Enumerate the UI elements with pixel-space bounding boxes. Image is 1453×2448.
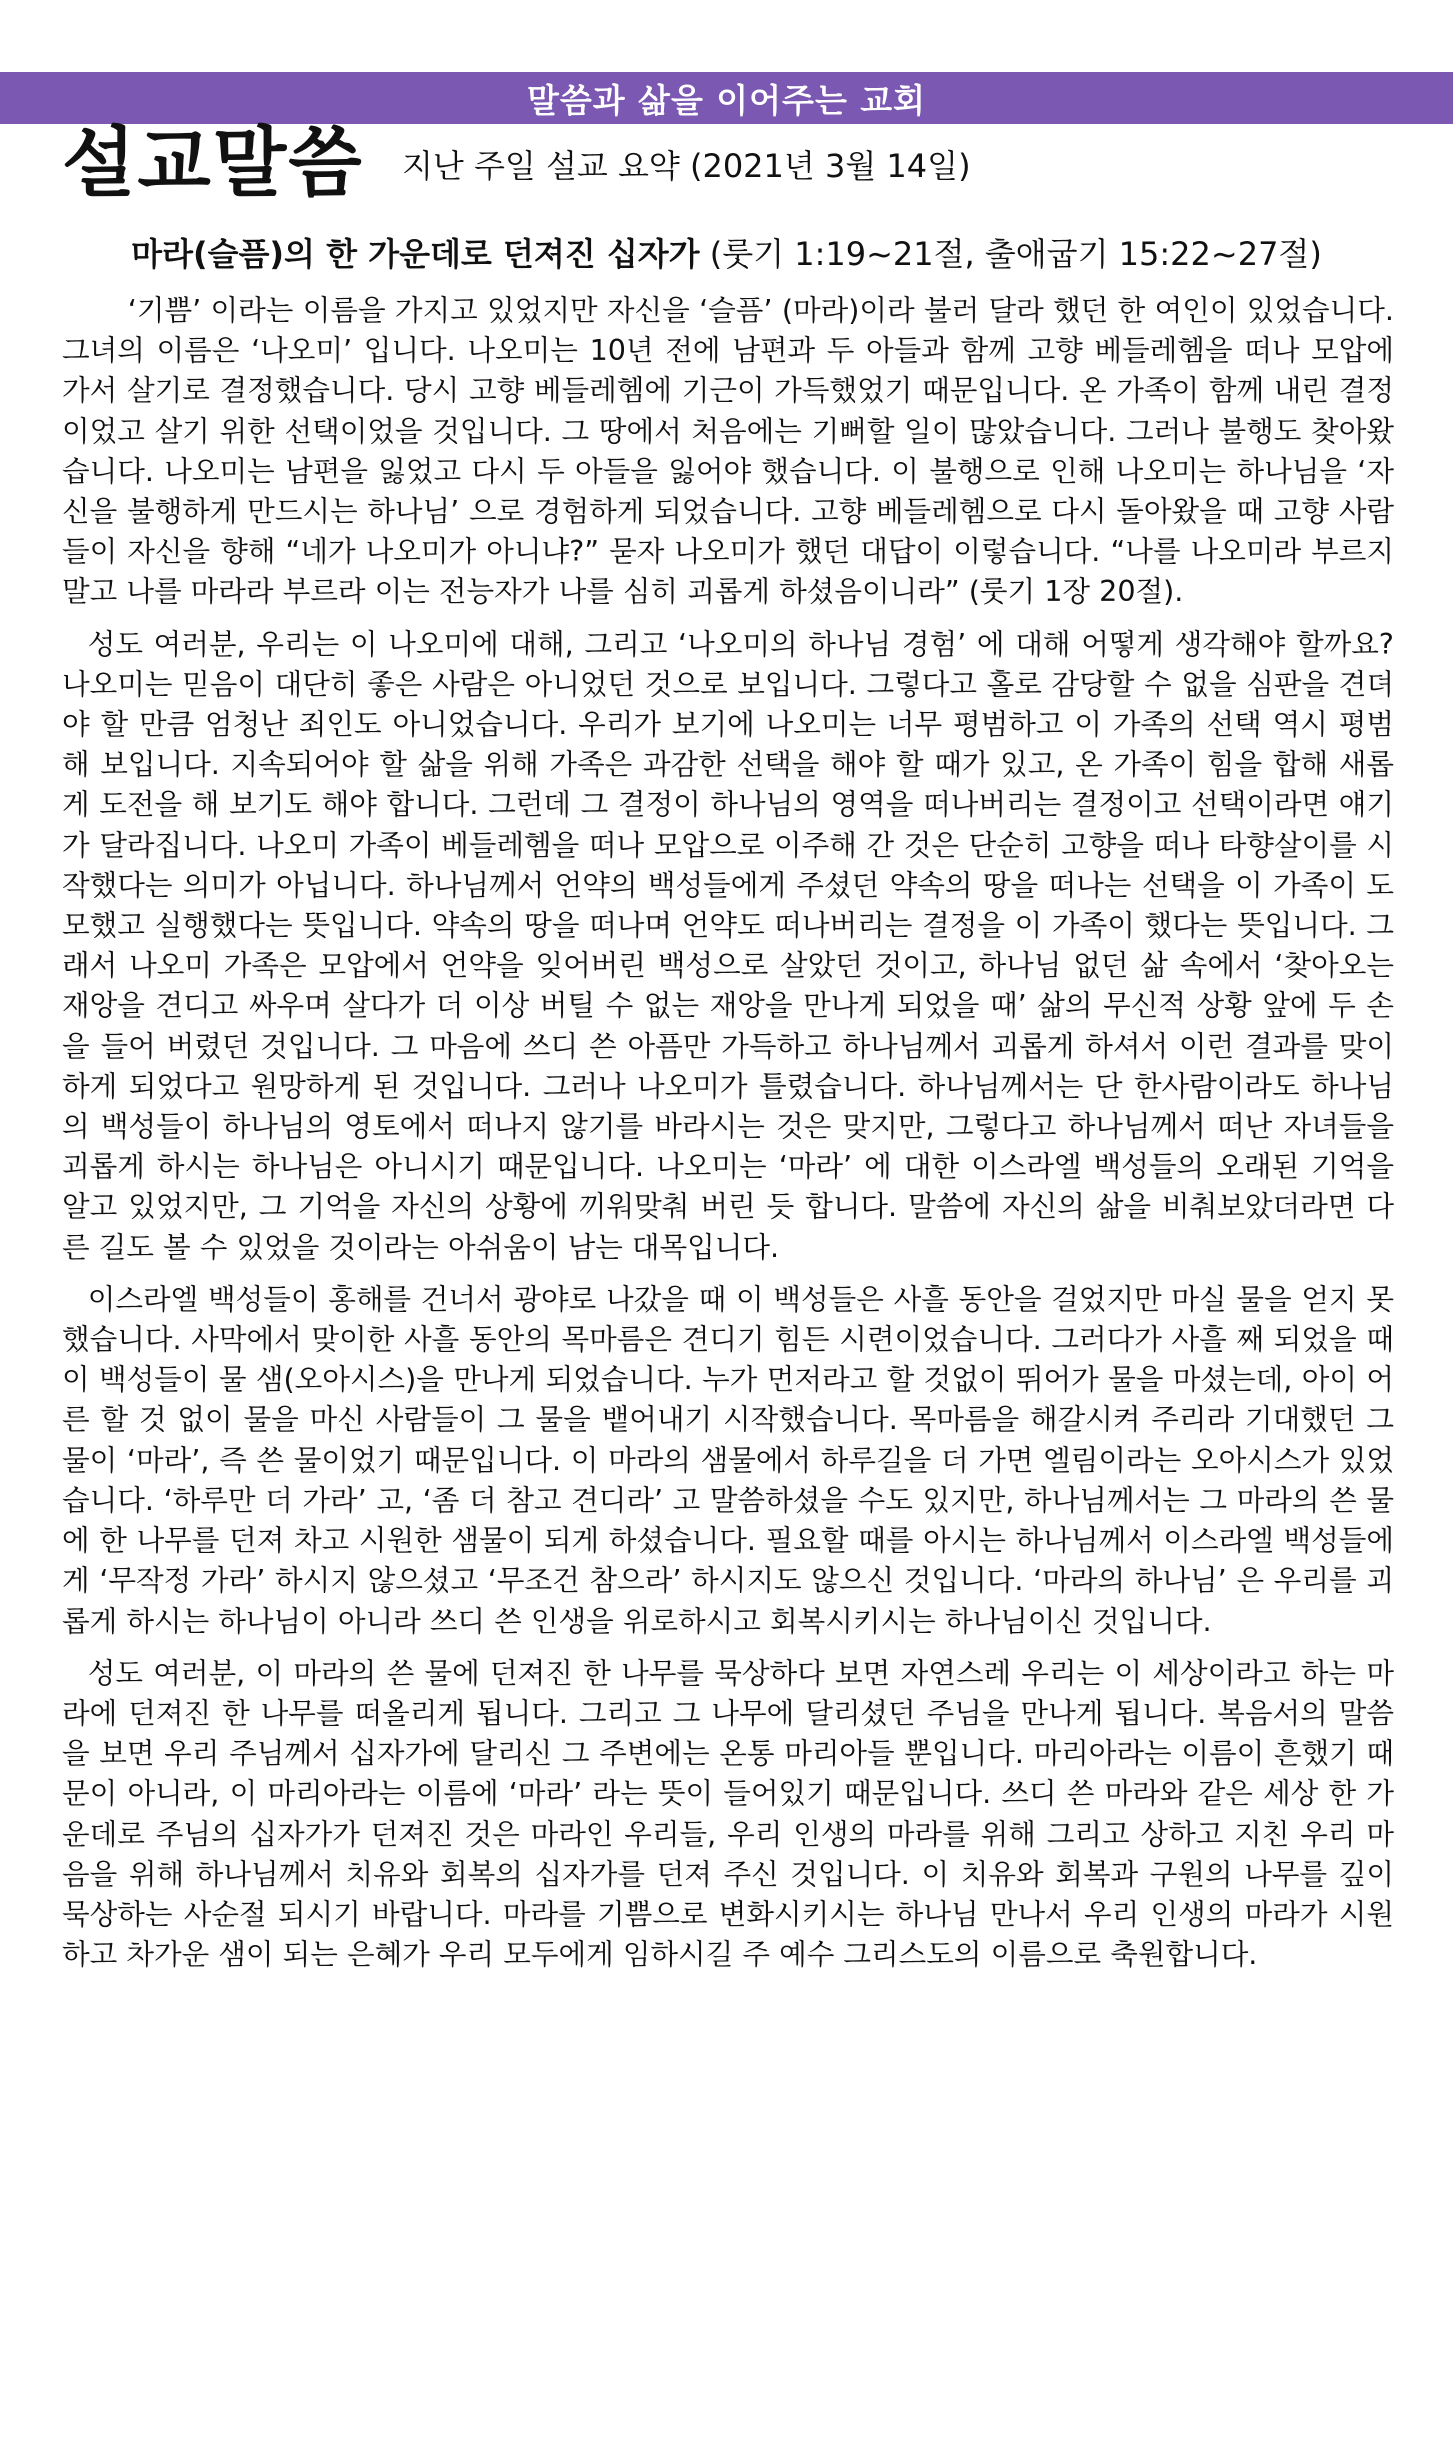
- sermon-heading: [0, 232, 1453, 276]
- sermon-body: [62, 290, 1394, 1986]
- paragraph-1: ‘기쁨’ 이라는 이름을 가지고 있었지만 자신을 ‘슬픔’ (마라)이라 불러 달라 했던 한 여인이 있었습니다. 그녀의 이름은 ‘나오미’ 입니다. 나오미는 10년 전에 남편과 두 아들과 함께 고향 베들레헴을 떠나 모압에 가서 살기로 결정했습니다. 당시 고향 베들레헴에 기근이 가득했었기 때문입니다. 온 가족이 함께 내린 결정이었고 살기 위한 선택이었을 것입니다. 그 땅에서 처음에는 기뻐할 일이 많았습니다. 그러나 불행도 찾아왔습니다. 나오미는 남편을 잃었고 다시 두 아들을 잃어야 했습니다. 이 불행으로 인해 나오미는 하나님을 ‘자신을 불행하게 만드시는 하나님’ 으로 경험하게 되었습니다. 고향 베들레헴으로 다시 돌아왔을 때 고향 사람들이 자신을 향해 “네가 나오미가 아니냐?” 묻자 나오미가 했던 대답이 이렇습니다. “나를 나오미라 부르지 말고 나를 마라라 부르라 이는 전능자가 나를 심히 괴롭게 하셨음이니라” (룻기 1장 20절).: [62, 293, 1394, 609]
- sermon-scripture: (룻기 1:19~21절, 출애굽기 15:22~27절): [709, 235, 1322, 273]
- banner-text: 말씀과 삶을 이어주는 교회: [526, 80, 927, 120]
- page-title: 설교말씀: [62, 118, 364, 207]
- sermon-date-subtitle: 지난 주일 설교 요약 (2021년 3월 14일): [402, 147, 971, 185]
- paragraph-2: 성도 여러분, 우리는 이 나오미에 대해, 그리고 ‘나오미의 하나님 경험’ 에 대해 어떻게 생각해야 할까요? 나오미는 믿음이 대단히 좋은 사람은 아니었던 것으로 보입니다. 그렇다고 홀로 감당할 수 없을 심판을 견뎌야 할 만큼 엄청난 죄인도 아니었습니다. 우리가 보기에 나오미는 너무 평범하고 이 가족의 선택 역시 평범해 보입니다. 지속되어야 할 삶을 위해 가족은 과감한 선택을 해야 할 때가 있고, 온 가족이 힘을 합해 새롭게 도전을 해 보기도 해야 합니다. 그런데 그 결정이 하나님의 영역을 떠나버리는 결정이고 선택이라면 얘기가 달라집니다. 나오미 가족이 베들레헴을 떠나 모압으로 이주해 간 것은 단순히 고향을 떠나 타향살이를 시작했다는 의미가 아닙니다. 하나님께서 언약의 백성들에게 주셨던 약속의 땅을 떠나는 선택을 이 가족이 도모했고 실행했다는 뜻입니다. 약속의 땅을 떠나며 언약도 떠나버리는 결정을 이 가족이 했다는 뜻입니다. 그래서 나오미 가족은 모압에서 언약을 잊어버린 백성으로 살았던 것이고, 하나님 없던 삶 속에서 ‘찾아오는 재앙을 견디고 싸우며 살다가 더 이상 버틸 수 없는 재앙을 만나게 되었을 때’ 삶의 무신적 상황 앞에 두 손을 들어 버렸던 것입니다. 그 마음에 쓰디 쓴 아픔만 가득하고 하나님께서 괴롭게 하셔서 이런 결과를 맞이하게 되었다고 원망하게 된 것입니다. 그러나 나오미가 틀렸습니다. 하나님께서는 단 한사람이라도 하나님의 백성들이 하나님의 영토에서 떠나지 않기를 바라시는 것은 맞지만, 그렇다고 하나님께서 떠난 자녀들을 괴롭게 하시는 하나님은 아니시기 때문입니다. 나오미는 ‘마라’ 에 대한 이스라엘 백성들의 오래된 기억을 알고 있었지만, 그 기억을 자신의 상황에 끼워맞춰 버린 듯 합니다. 말씀에 자신의 삶을 비춰보았더라면 다른 길도 볼 수 있었을 것이라는 아쉬움이 남는 대목입니다.: [62, 626, 1394, 1264]
- paragraph-3: 이스라엘 백성들이 홍해를 건너서 광야로 나갔을 때 이 백성들은 사흘 동안을 걸었지만 마실 물을 얻지 못했습니다. 사막에서 맞이한 사흘 동안의 목마름은 견디기 힘든 시련이었습니다. 그러다가 사흘 째 되었을 때 이 백성들이 물 샘(오아시스)을 만나게 되었습니다. 누가 먼저라고 할 것없이 뛰어가 물을 마셨는데, 아이 어른 할 것 없이 물을 마신 사람들이 그 물을 뱉어내기 시작했습니다. 목마름을 해갈시켜 주리라 기대했던 그 물이 ‘마라’, 즉 쓴 물이었기 때문입니다. 이 마라의 샘물에서 하루길을 더 가면 엘림이라는 오아시스가 있었습니다. ‘하루만 더 가라’ 고, ‘좀 더 참고 견디라’ 고 말씀하셨을 수도 있지만, 하나님께서는 그 마라의 쓴 물에 한 나무를 던져 차고 시원한 샘물이 되게 하셨습니다. 필요할 때를 아시는 하나님께서 이스라엘 백성들에게 ‘무작정 가라’ 하시지 않으셨고 ‘무조건 참으라’ 하시지도 않으신 것입니다. ‘마라의 하나님’ 은 우리를 괴롭게 하시는 하나님이 아니라 쓰디 쓴 인생을 위로하시고 회복시키시는 하나님이신 것입니다.: [62, 1281, 1394, 1638]
- sermon-title: 마라(슬픔)의 한 가운데로 던져진 십자가: [131, 235, 700, 273]
- church-banner: [0, 72, 1453, 124]
- paragraph-4: 성도 여러분, 이 마라의 쓴 물에 던져진 한 나무를 묵상하다 보면 자연스레 우리는 이 세상이라고 하는 마라에 던져진 한 나무를 떠올리게 됩니다. 그리고 그 나무에 달리셨던 주님을 만나게 됩니다. 복음서의 말씀을 보면 우리 주님께서 십자가에 달리신 그 주변에는 온통 마리아들 뿐입니다. 마리아라는 이름이 흔했기 때문이 아니라, 이 마리아라는 이름에 ‘마라’ 라는 뜻이 들어있기 때문입니다. 쓰디 쓴 마라와 같은 세상 한 가운데로 주님의 십자가가 던져진 것은 마라인 우리들, 우리 인생의 마라를 위해 그리고 상하고 지친 우리 마음을 위해 하나님께서 치유와 회복의 십자가를 던져 주신 것입니다. 이 치유와 회복과 구원의 나무를 깊이 묵상하는 사순절 되시기 바랍니다. 마라를 기쁨으로 변화시키시는 하나님 만나서 우리 인생의 마라가 시원하고 차가운 샘이 되는 은혜가 우리 모두에게 임하시길 주 예수 그리스도의 이름으로 축원합니다.: [62, 1655, 1394, 1972]
